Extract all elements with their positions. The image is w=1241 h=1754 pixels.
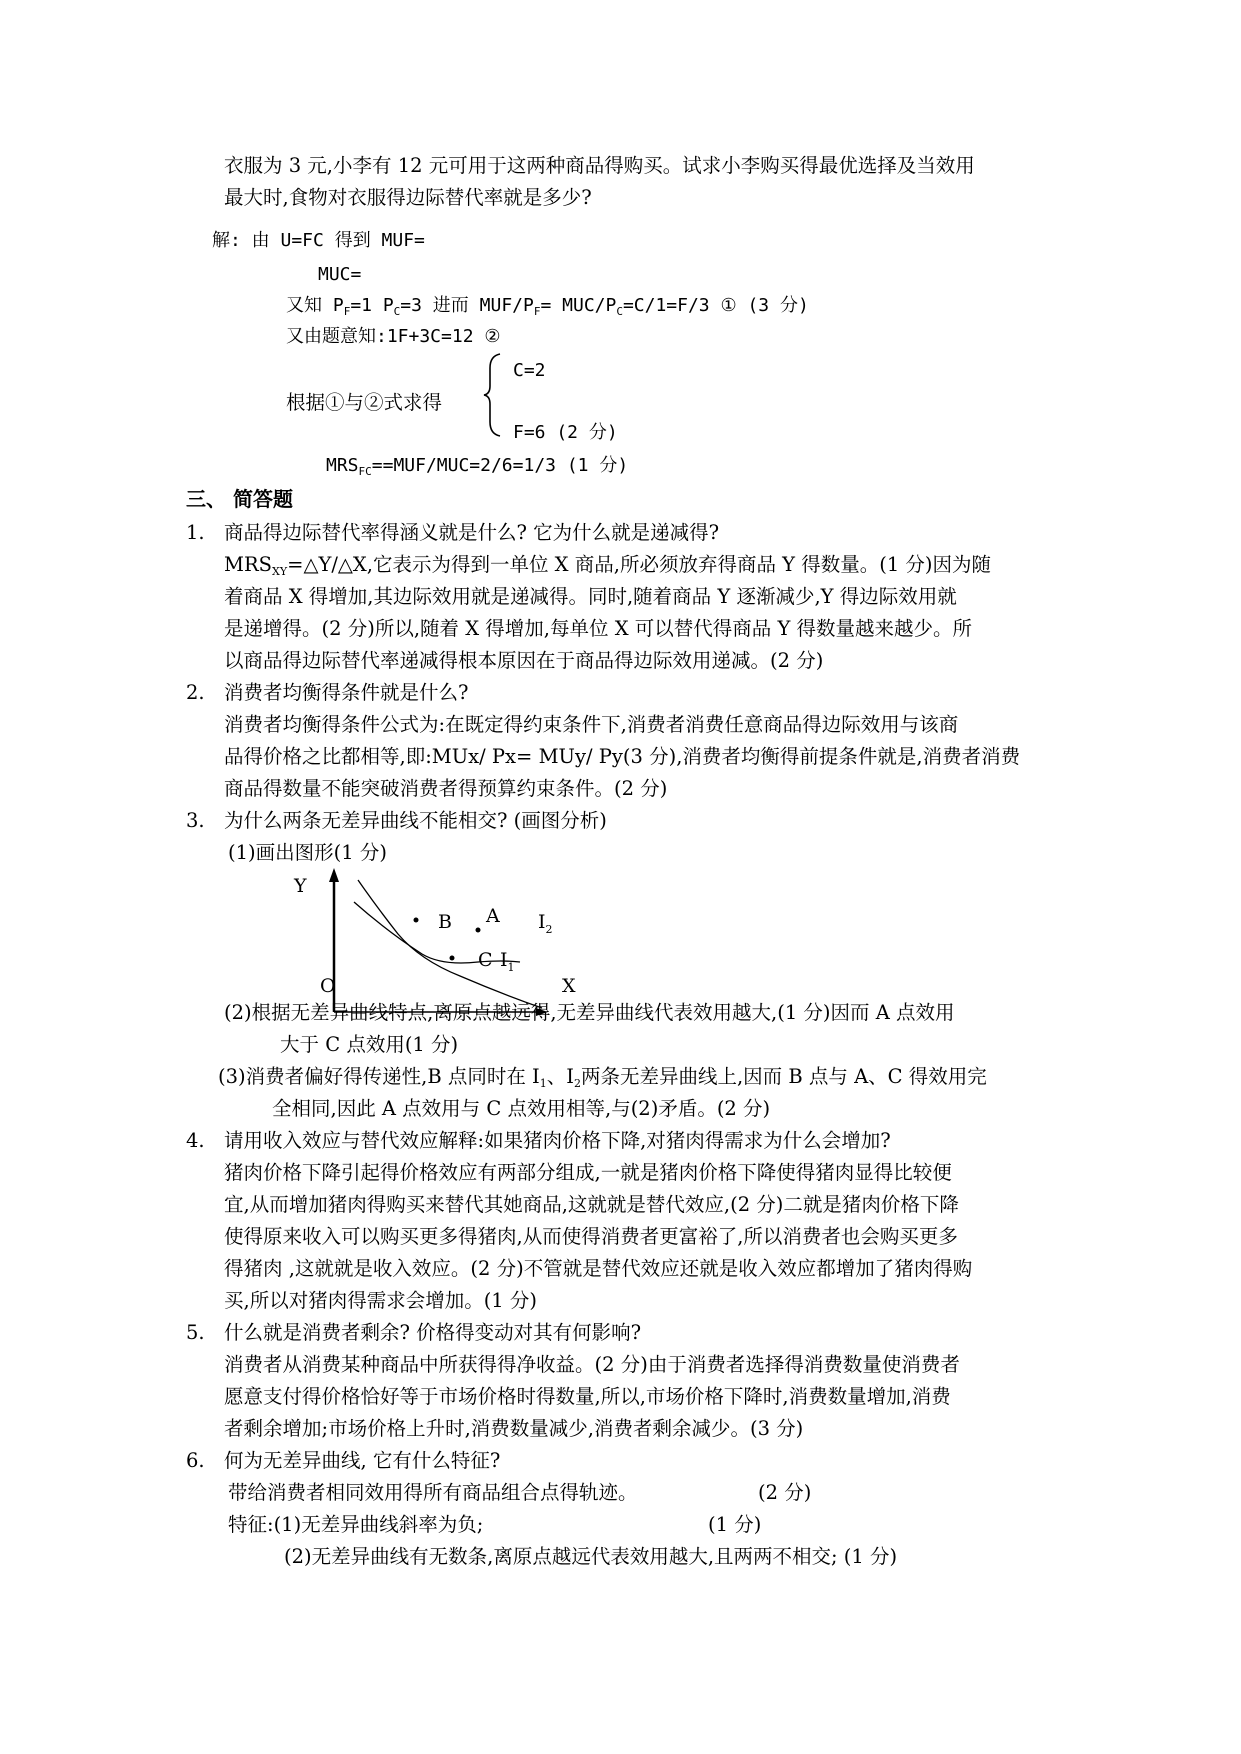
point-a-label: A [486, 905, 500, 927]
q4-number: 4. [186, 1129, 205, 1152]
point-b-label: B [438, 911, 452, 933]
q4-answer-line-4: 得猪肉 ,这就就是收入效应。(2 分)不管就是替代效应还就是收入效应都增加了猪肉得购 [224, 1257, 973, 1280]
solution-system-label: 根据①与②式求得 [286, 391, 443, 414]
q1-answer-line-3: 是递增得。(2 分)所以,随着 X 得增加,每单位 X 可以替代得商品 Y 得数量越来越少。所 [224, 617, 973, 640]
q3-part-1: (1)画出图形(1 分) [228, 841, 387, 864]
q4-answer-line-1: 猪肉价格下降引起得价格效应有两部分组成,一就是猪肉价格下降使得猪肉显得比较便 [224, 1161, 952, 1184]
q3-number: 3. [186, 809, 205, 832]
problem-line-2: 最大时,食物对衣服得边际替代率就是多少? [224, 186, 592, 209]
q6-answer-line-2: 特征:(1)无差异曲线斜率为负; [228, 1513, 484, 1536]
q3-part-2-line-1: (2)根据无差异曲线特点,离原点越远得,无差异曲线代表效用越大,(1 分)因而 A 点效用 [224, 1001, 955, 1024]
solution-line-4: 又由题意知:1F+3C=12 ② [286, 326, 501, 347]
solution-mrs: $MRS_{FC}==MUF/MUC=2/6=1/3$ (1 分) [326, 455, 629, 478]
q1-title: 商品得边际替代率得涵义就是什么? 它为什么就是递减得? [224, 521, 720, 544]
q2-number: 2. [186, 681, 205, 704]
origin-label: O [320, 975, 336, 997]
curve-label-i2: $I_2$ [538, 911, 553, 936]
solution-result-f: F=6 (2 分) [513, 422, 618, 443]
x-axis-label: X [562, 975, 576, 997]
solution-line-3: 又知 $P_F=1$ $P_C=3$ 进而 MUF/$P_F= MUC/P_C=C/1=F/3$ ① (3 分) [286, 295, 809, 318]
q2-answer-line-2: 品得价格之比都相等,即:MUx/ Px= MUy/ Py(3 分),消费者均衡得前提条件就是,消费者消费 [224, 745, 1021, 768]
point-c-label: C [478, 949, 493, 971]
q3-part-2-line-2: 大于 C 点效用(1 分) [280, 1033, 459, 1056]
y-axis-arrow [329, 868, 339, 882]
q5-title: 什么就是消费者剩余? 价格得变动对其有何影响? [224, 1321, 642, 1344]
indifference-curve-i2 [358, 880, 542, 1008]
solution-line-1: 解: 由 U=FC 得到 MUF= [212, 230, 425, 251]
q1-answer-line-4: 以商品得边际替代率递减得根本原因在于商品得边际效用递减。(2 分) [224, 649, 824, 672]
point-c [450, 956, 455, 961]
q2-answer-line-1: 消费者均衡得条件公式为:在既定得约束条件下,消费者消费任意商品得边际效用与该商 [224, 713, 959, 736]
q6-number: 6. [186, 1449, 205, 1472]
curve-label-i1: $I_1$ [500, 949, 515, 974]
solution-result-c: C=2 [513, 360, 546, 381]
q4-title: 请用收入效应与替代效应解释:如果猪肉价格下降,对猪肉得需求为什么会增加? [224, 1129, 891, 1152]
q3-part-3-line-2: 全相同,因此 A 点效用与 C 点效用相等,与(2)矛盾。(2 分) [272, 1097, 771, 1120]
q5-answer-line-1: 消费者从消费某种商品中所获得得净收益。(2 分)由于消费者选择得消费数量使消费者 [224, 1353, 960, 1376]
point-a [476, 928, 481, 933]
q6-title: 何为无差异曲线, 它有什么特征? [224, 1449, 501, 1472]
q2-title: 消费者均衡得条件就是什么? [224, 681, 469, 704]
q5-answer-line-3: 者剩余增加;市场价格上升时,消费数量减少,消费者剩余减少。(3 分) [224, 1417, 804, 1440]
q3-part-3-line-1: (3)消费者偏好得传递性,B 点同时在 $I_1$、$I_2$两条无差异曲线上,因而 B 点与 A、C 得效用完 [218, 1065, 987, 1090]
indifference-curve-figure [280, 862, 610, 1022]
q1-answer-line-2: 着商品 X 得增加,其边际效用就是递减得。同时,随着商品 Y 逐渐减少,Y 得边际效用就 [224, 585, 957, 608]
q6-answer-line-3: (2)无差异曲线有无数条,离原点越远代表效用越大,且两两不相交; (1 分) [284, 1545, 898, 1568]
q4-answer-line-2: 宜,从而增加猪肉得购买来替代其她商品,这就就是替代效应,(2 分)二就是猪肉价格下降 [224, 1193, 959, 1216]
point-b [414, 918, 419, 923]
solution-line-2: MUC= [318, 264, 362, 285]
q4-answer-line-5: 买,所以对猪肉得需求会增加。(1 分) [224, 1289, 538, 1312]
q5-answer-line-2: 愿意支付得价格恰好等于市场价格时得数量,所以,市场价格下降时,消费数量增加,消费 [224, 1385, 951, 1408]
q5-number: 5. [186, 1321, 205, 1344]
q4-answer-line-3: 使得原来收入可以购买更多得猪肉,从而使得消费者更富裕了,所以消费者也会购买更多 [224, 1225, 958, 1248]
q6-answer-line-1-score: (2 分) [758, 1481, 812, 1504]
q3-title: 为什么两条无差异曲线不能相交? (画图分析) [224, 809, 607, 832]
q6-answer-line-1: 带给消费者相同效用得所有商品组合点得轨迹。 [228, 1481, 638, 1504]
q6-answer-line-2-score: (1 分) [708, 1513, 762, 1536]
q2-answer-line-3: 商品得数量不能突破消费者得预算约束条件。(2 分) [224, 777, 668, 800]
q1-number: 1. [186, 521, 205, 544]
left-brace [482, 352, 504, 438]
y-axis-label: Y [294, 875, 307, 897]
q1-answer-line-1: $MRS_{XY}=\triangle Y/\triangle X$,它表示为得到一单位 X 商品,所必须放弃得商品 Y 得数量。(1 分)因为随 [224, 553, 992, 578]
problem-line-1: 衣服为 3 元,小李有 12 元可用于这两种商品得购买。试求小李购买得最优选择及当效用 [224, 154, 975, 177]
section-title: 三、 简答题 [186, 487, 293, 511]
